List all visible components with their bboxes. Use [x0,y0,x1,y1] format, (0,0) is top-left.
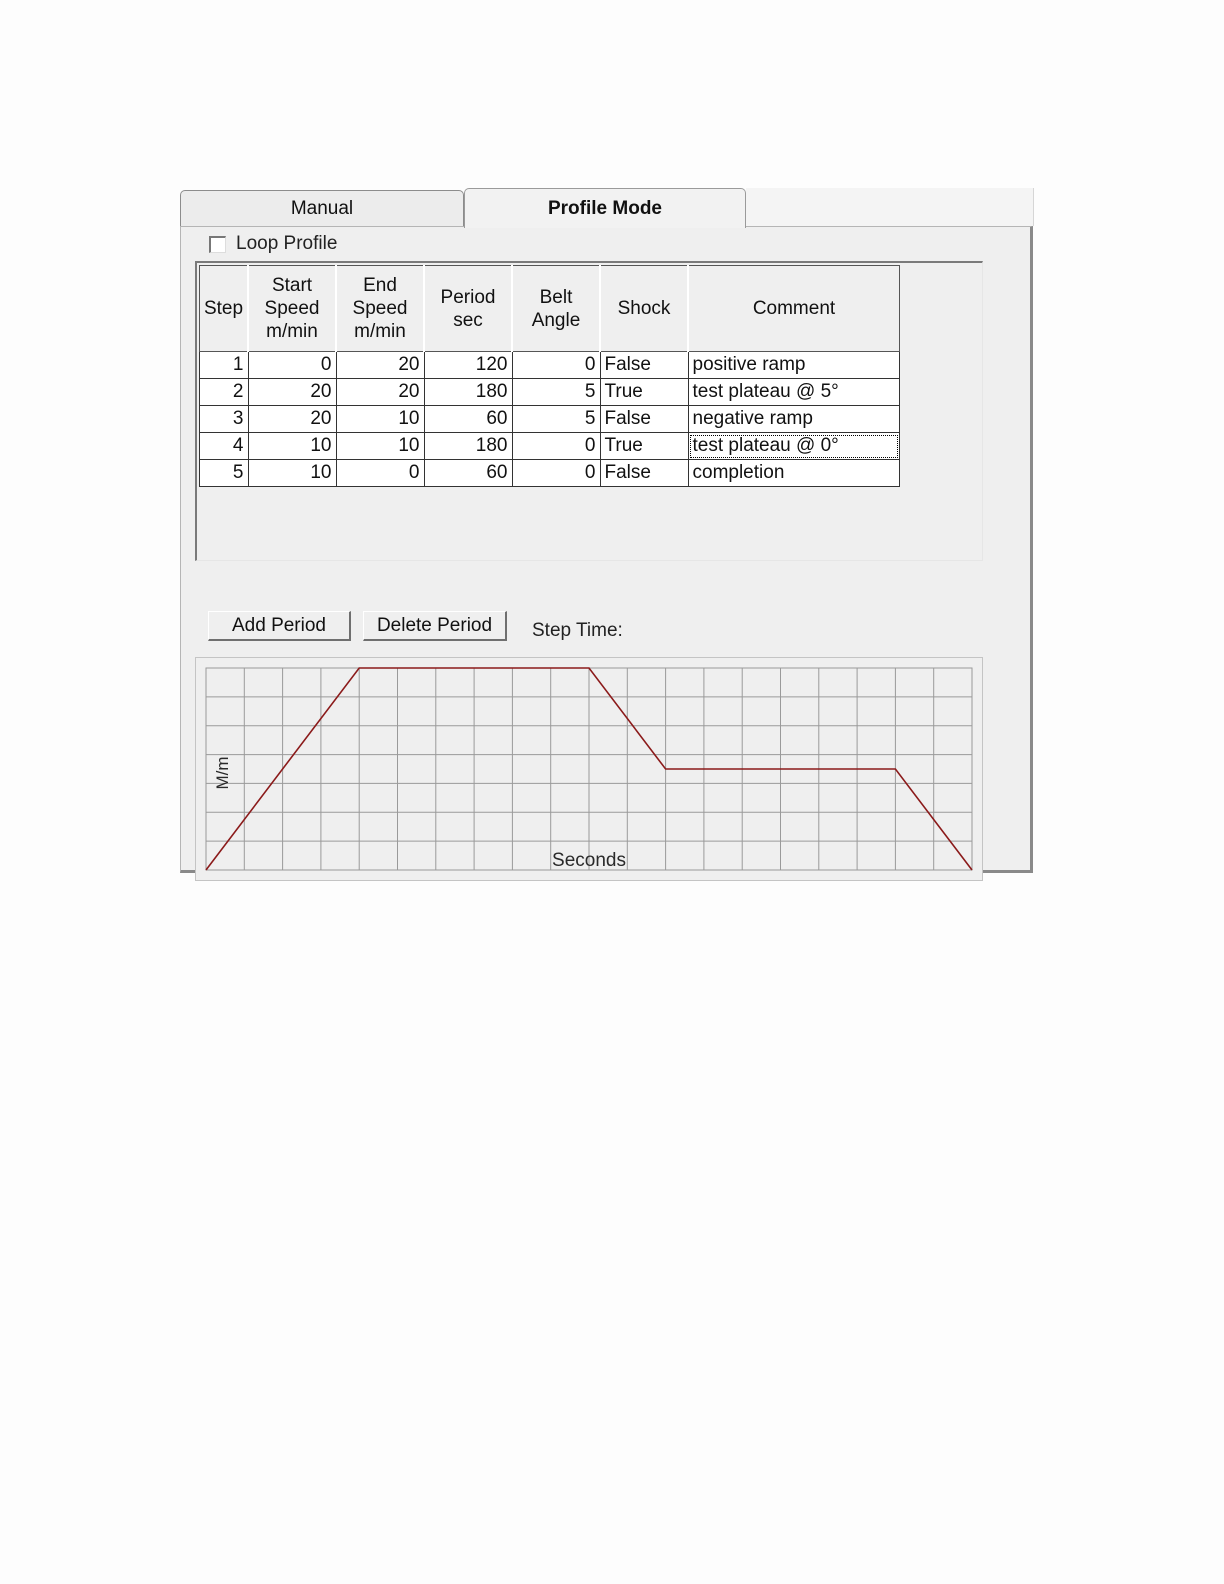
table-cell[interactable]: 120 [424,352,512,379]
column-header-line: Shock [617,298,671,319]
column-header[interactable] [336,266,424,352]
column-header[interactable] [600,266,688,352]
column-header-line: Start [271,275,313,296]
table-cell[interactable]: 20 [336,352,424,379]
column-header-line: Angle [531,309,581,331]
table-cell[interactable]: 180 [424,433,512,460]
table-cell[interactable]: 0 [512,433,600,460]
table-cell[interactable]: 20 [248,406,336,433]
table-cell[interactable]: 180 [424,379,512,406]
table-cell[interactable]: 60 [424,406,512,433]
column-header-line: m/min [266,321,318,342]
step-time-label: Step Time: [532,620,623,641]
loop-profile-checkbox[interactable] [209,236,226,253]
table-cell[interactable]: 5 [200,460,249,487]
column-header-line: End [363,275,397,296]
column-header-line: Comment [752,298,836,319]
table-cell[interactable]: 0 [512,460,600,487]
column-header[interactable] [424,266,512,352]
table-row[interactable] [200,406,900,433]
speed-profile-chart [195,657,983,881]
table-cell[interactable]: positive ramp [688,352,900,379]
table-cell[interactable]: 10 [336,433,424,460]
tab-profile-mode[interactable]: Profile Mode [464,188,746,228]
y-axis-label: M/m [213,756,232,790]
column-header-line: Speed [352,298,408,319]
tab-manual[interactable]: Manual [180,190,464,226]
step-grid[interactable] [195,261,983,561]
table-cell[interactable]: 5 [512,406,600,433]
x-axis-label: Seconds [552,850,626,871]
table-body [200,352,900,487]
table-cell[interactable]: 0 [336,460,424,487]
profile-panel [180,226,1033,873]
column-header[interactable] [200,266,249,352]
table-cell[interactable]: False [600,406,688,433]
table-header-row [200,266,900,352]
column-header-line: Belt [539,286,573,308]
column-header-line: m/min [354,321,406,342]
table-cell[interactable]: completion [688,460,900,487]
table-cell[interactable]: 5 [512,379,600,406]
table-row[interactable] [200,433,900,460]
loop-profile-label: Loop Profile [236,233,338,254]
table-cell[interactable]: True [600,379,688,406]
profile-window [180,188,1033,873]
table-cell[interactable]: test plateau @ 0° [688,433,900,460]
column-header-line: sec [453,309,483,331]
column-header-line: Period [440,286,496,308]
column-header-line: Step [203,298,244,319]
table-row[interactable] [200,379,900,406]
table-cell[interactable]: 60 [424,460,512,487]
column-header[interactable] [688,266,900,352]
add-period-button[interactable]: Add Period [208,611,351,641]
table-cell[interactable]: 20 [336,379,424,406]
table-cell[interactable]: True [600,433,688,460]
table-cell[interactable]: negative ramp [688,406,900,433]
table-cell[interactable]: 1 [200,352,249,379]
table-cell[interactable]: False [600,352,688,379]
table-cell[interactable]: 10 [336,406,424,433]
table-cell[interactable]: 3 [200,406,249,433]
column-header[interactable] [248,266,336,352]
table-cell[interactable]: 10 [248,433,336,460]
table-row[interactable] [200,352,900,379]
table-cell[interactable]: 4 [200,433,249,460]
tab-strip [746,188,1034,226]
step-table [199,265,900,487]
table-cell[interactable]: test plateau @ 5° [688,379,900,406]
table-cell[interactable]: 0 [512,352,600,379]
chart-svg [196,658,982,880]
loop-profile-row[interactable] [209,233,337,255]
column-header-line: Speed [264,298,320,319]
table-cell[interactable]: 2 [200,379,249,406]
table-cell[interactable]: 20 [248,379,336,406]
table-cell[interactable]: 10 [248,460,336,487]
table-cell[interactable]: False [600,460,688,487]
table-row[interactable] [200,460,900,487]
delete-period-button[interactable]: Delete Period [363,611,507,641]
column-header[interactable] [512,266,600,352]
table-cell[interactable]: 0 [248,352,336,379]
